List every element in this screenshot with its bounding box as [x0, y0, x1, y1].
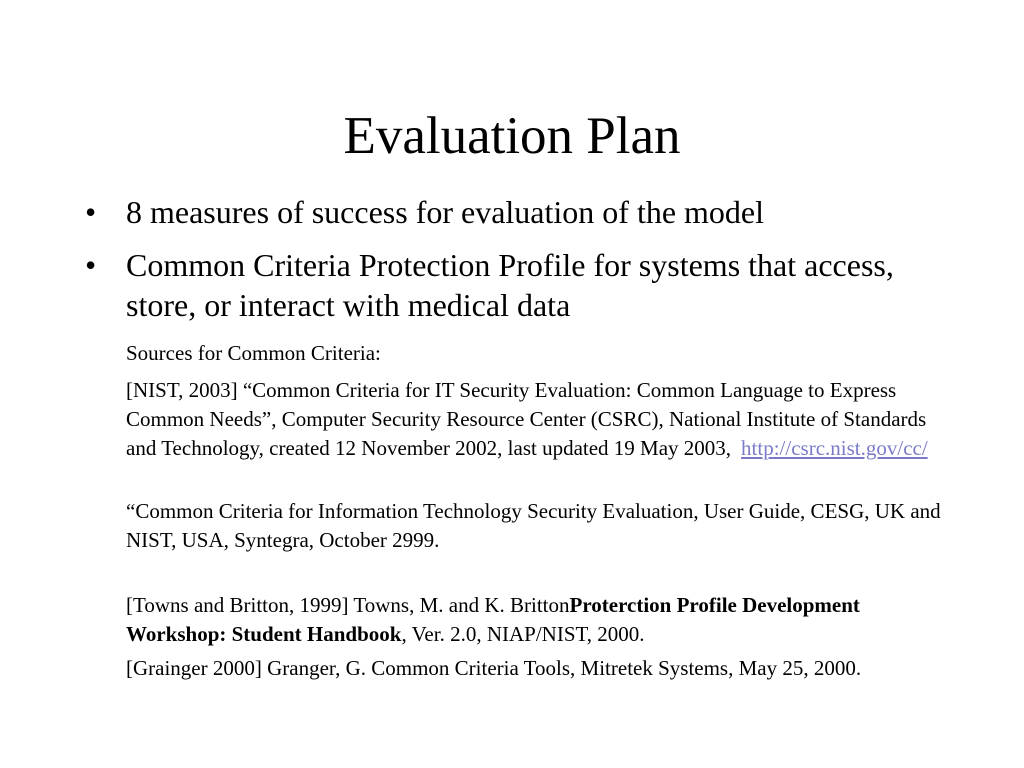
reference-list	[126, 339, 956, 683]
bullet-text: 8 measures of success for evaluation of the model	[126, 194, 765, 230]
sources-heading: Sources for Common Criteria:	[126, 341, 381, 365]
reference-towns-title: Proterction Profile Development Workshop: Student Handbook	[126, 593, 860, 646]
reference-towns-prefix: [Towns and Britton, 1999] Towns, M. and K. Britton	[126, 593, 570, 617]
bullet-text: Common Criteria Protection Profile for systems that access, store, or interact with medical data	[126, 247, 894, 323]
bullet-item	[0, 245, 906, 325]
reference-cc-user-guide: “Common Criteria for Information Technology Security Evaluation, User Guide, CESG, UK and NIST, USA, Syntegra, October 2999.	[126, 499, 941, 552]
reference-grainger: [Grainger 2000] Granger, G. Common Criteria Tools, Mitretek Systems, May 25, 2000.	[126, 656, 862, 680]
bullet-list	[0, 192, 1024, 325]
reference-nist	[126, 376, 956, 463]
nist-link[interactable]: http://csrc.nist.gov/cc/	[741, 436, 928, 460]
reference-towns-suffix: , Ver. 2.0, NIAP/NIST, 2000.	[401, 622, 645, 646]
reference-towns	[126, 591, 956, 649]
bullet-item	[0, 192, 906, 232]
bullet-marker: •	[85, 194, 97, 230]
slide-title: Evaluation Plan	[343, 107, 681, 165]
bullet-marker: •	[85, 247, 97, 283]
reference-nist-text: [NIST, 2003] “Common Criteria for IT Security Evaluation: Common Language to Express Common Needs”, Computer Security Resource Center (CSRC), National Institute of Standards and Technology, created 12 November 2002, last updated 19 May 2003,	[126, 378, 927, 460]
